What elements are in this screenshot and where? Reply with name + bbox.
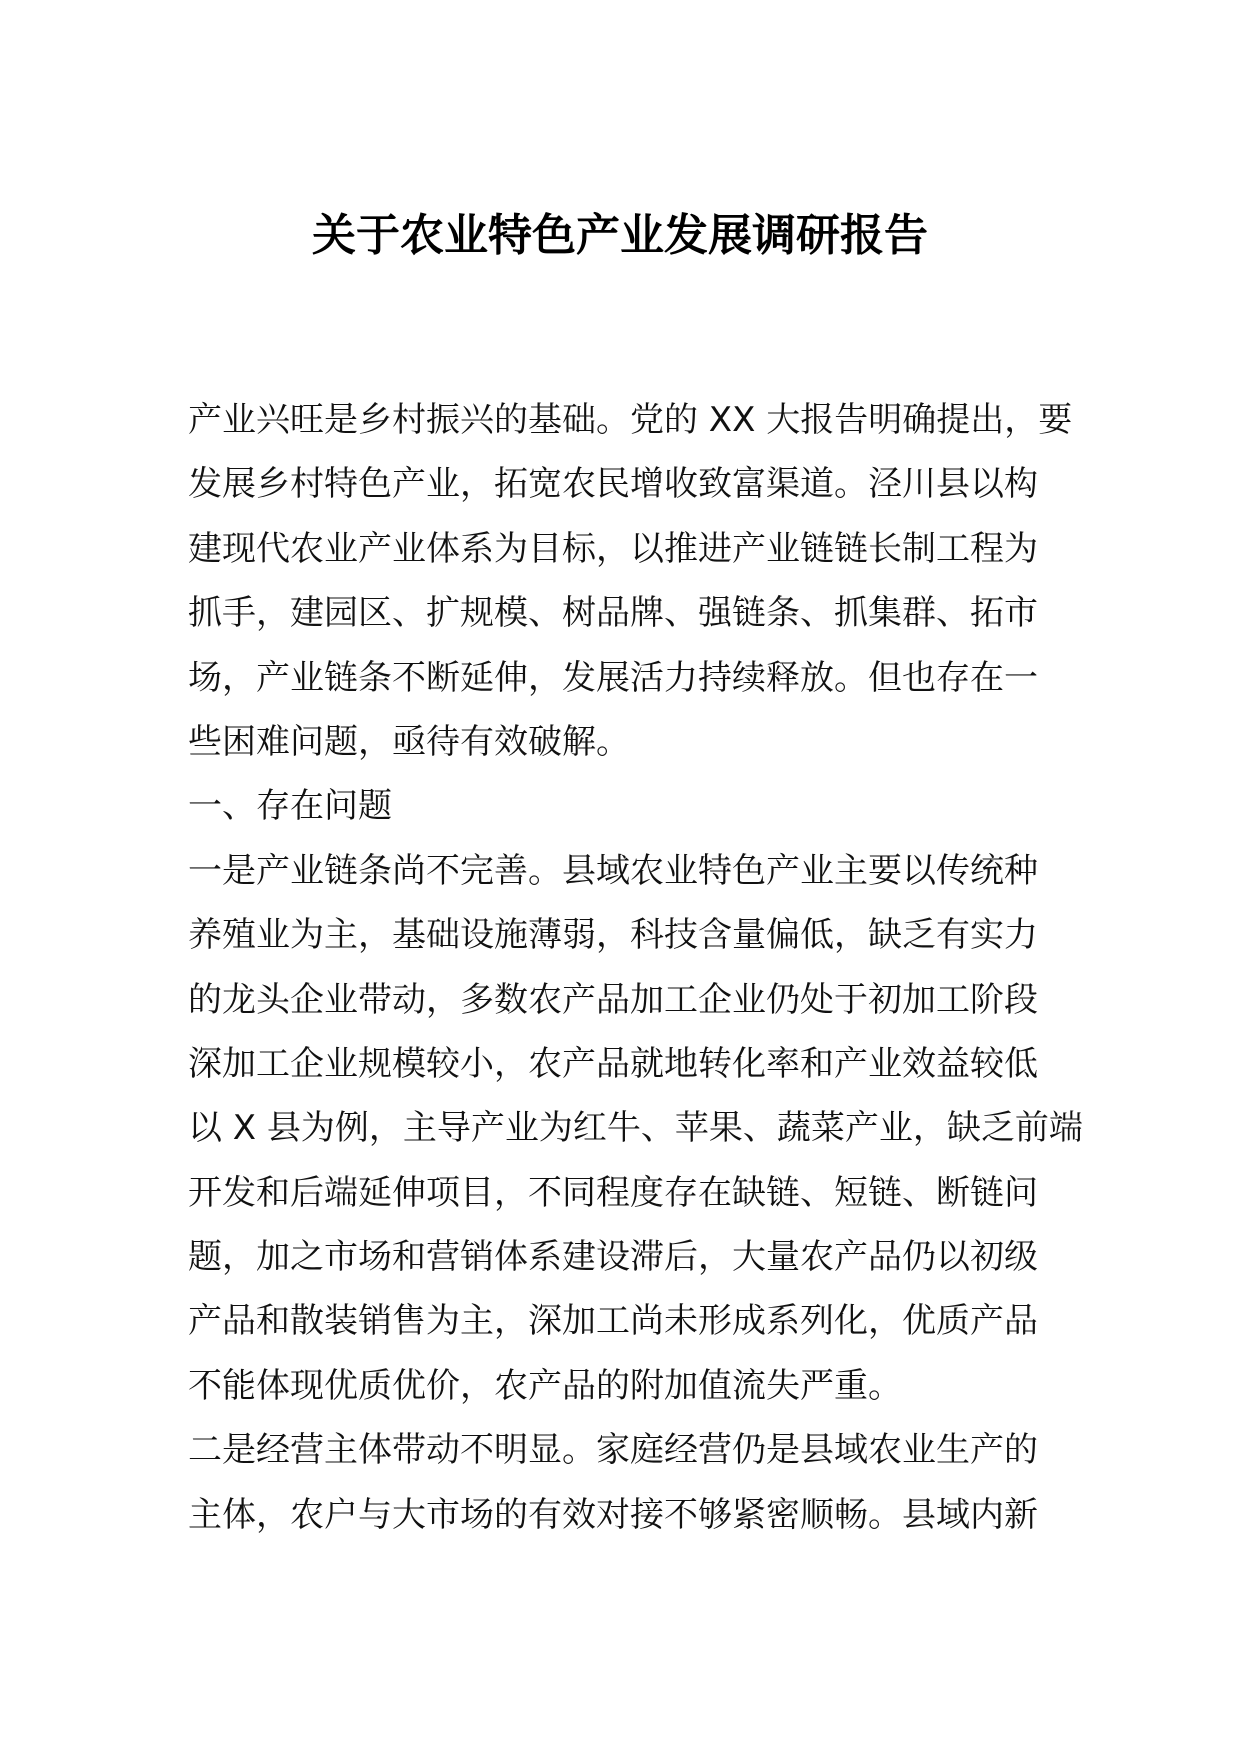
text-line: 建现代农业产业体系为目标，以推进产业链链长制工程为	[188, 528, 1038, 569]
text-line: 不能体现优质优价，农产品的附加值流失严重。	[188, 1365, 902, 1406]
text-line: 题，加之市场和营销体系建设滞后，大量农产品仍以初级	[188, 1237, 1038, 1278]
text-line: 一是产业链条尚不完善。县域农业特色产业主要以传统种	[188, 850, 1038, 891]
text-line: 开发和后端延伸项目，不同程度存在缺链、短链、断链问	[188, 1172, 1038, 1213]
text-line: 的龙头企业带动，多数农产品加工企业仍处于初加工阶段	[188, 979, 1038, 1020]
text-line: 抓手，建园区、扩规模、树品牌、强链条、抓集群、拓市	[188, 593, 1038, 634]
document-body	[188, 388, 1083, 1547]
text-line: 发展乡村特色产业，拓宽农民增收致富渠道。泾川县以构	[188, 464, 1038, 505]
text-line: 以 X 县为例，主导产业为红牛、苹果、蔬菜产业，缺乏前端	[188, 1108, 1083, 1149]
text-line: 产业兴旺是乡村振兴的基础。党的 XX 大报告明确提出，要	[188, 400, 1073, 440]
text-line: 养殖业为主，基础设施薄弱，科技含量偏低，缺乏有实力	[188, 915, 1038, 956]
text-line: 产品和散装销售为主，深加工尚未形成系列化，优质产品	[188, 1301, 1038, 1342]
text-line: 些困难问题，亟待有效破解。	[188, 721, 630, 762]
text-line: 二是经营主体带动不明显。家庭经营仍是县域农业生产的	[188, 1430, 1038, 1471]
text-line: 场，产业链条不断延伸，发展活力持续释放。但也存在一	[188, 657, 1038, 698]
document-title: 关于农业特色产业发展调研报告	[312, 210, 928, 261]
text-line: 主体，农户与大市场的有效对接不够紧密顺畅。县域内新	[188, 1494, 1038, 1535]
text-line: 深加工企业规模较小，农产品就地转化率和产业效益较低	[188, 1043, 1038, 1084]
section-heading: 一、存在问题	[188, 786, 392, 827]
